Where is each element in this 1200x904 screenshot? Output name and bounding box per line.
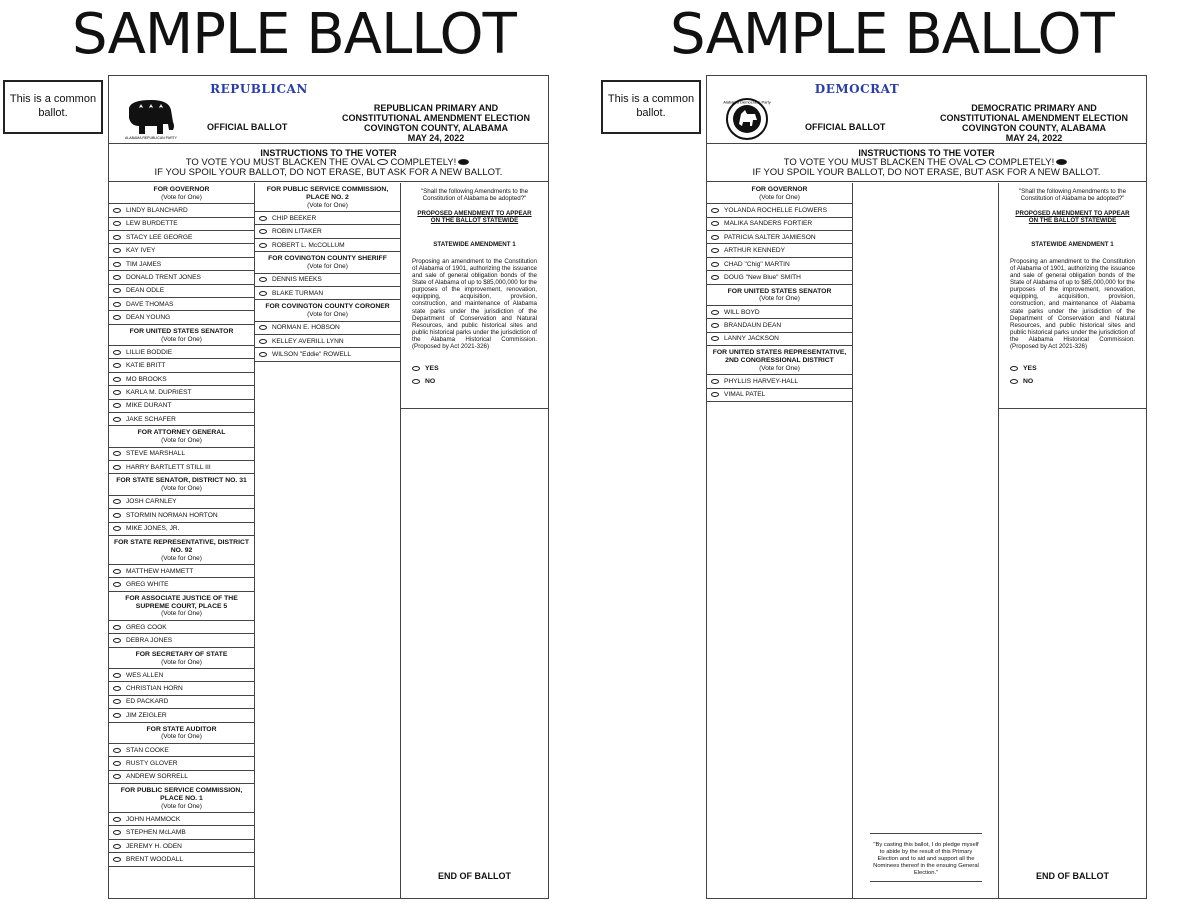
oval-icon[interactable] (113, 817, 121, 822)
candidate-name: STACY LEE GEORGE (126, 233, 193, 241)
candidate-name: LANNY JACKSON (724, 335, 779, 343)
oval-icon[interactable] (113, 569, 121, 574)
candidate-option[interactable] (707, 258, 852, 271)
oval-icon[interactable] (259, 291, 267, 296)
candidate-name: DENNIS MEEKS (272, 276, 322, 284)
candidate-option[interactable] (109, 311, 254, 324)
race-header (109, 426, 254, 447)
candidate-name: WILSON "Eddie" ROWELL (272, 351, 352, 359)
vote-instruction: (Vote for One) (161, 610, 202, 618)
candidate-option[interactable] (707, 389, 852, 402)
voter-instructions: INSTRUCTIONS TO THE VOTER TO VOTE YOU MUST BLACKEN THE OVAL COMPLETELY! IF YOU SPOIL YOUR BALLOT, DO NOT ERASE, BUT ASK FOR A NEW BALLOT. (707, 144, 1146, 182)
oval-icon[interactable] (113, 844, 121, 849)
oval-icon[interactable] (711, 323, 719, 328)
races-column-2 (853, 183, 999, 899)
race-header (109, 325, 254, 346)
oval-icon[interactable] (711, 275, 719, 280)
candidate-option[interactable] (109, 231, 254, 244)
vote-instruction: (Vote for One) (161, 658, 202, 666)
ballot-header (707, 76, 1146, 144)
oval-icon[interactable] (259, 325, 267, 330)
race-title: FOR UNITED STATES REPRESENTATIVE, 2ND CONGRESSIONAL DISTRICT (712, 349, 847, 364)
oval-icon[interactable] (711, 310, 719, 315)
oval-icon[interactable] (113, 686, 121, 691)
candidate-name: DONALD TRENT JONES (126, 273, 201, 281)
candidate-option[interactable] (109, 298, 254, 311)
candidate-option[interactable] (109, 565, 254, 578)
race-title: FOR UNITED STATES SENATOR (727, 287, 832, 295)
candidate-option[interactable] (109, 204, 254, 217)
oval-icon[interactable] (711, 336, 719, 341)
amendment-yes-option[interactable]: YES (1010, 362, 1135, 375)
oval-icon[interactable] (113, 451, 121, 456)
candidate-option[interactable] (109, 359, 254, 372)
oval-icon[interactable] (259, 229, 267, 234)
candidate-option[interactable] (109, 621, 254, 634)
candidate-name: WES ALLEN (126, 671, 164, 679)
oval-icon[interactable] (711, 392, 719, 397)
race-header (109, 648, 254, 669)
empty-oval-icon (377, 159, 388, 165)
race-header (707, 183, 852, 204)
vote-instruction: (Vote for One) (759, 193, 800, 201)
candidate-name: STORMIN NORMAN HORTON (126, 511, 218, 519)
candidate-option[interactable] (109, 757, 254, 770)
race-header (109, 723, 254, 744)
oval-icon[interactable] (711, 262, 719, 267)
candidate-name: WILL BOYD (724, 308, 760, 316)
svg-text:Alabama Democratic Party: Alabama Democratic Party (723, 99, 771, 105)
race-title: FOR COVINGTON COUNTY CORONER (265, 303, 390, 311)
vote-instruction: (Vote for One) (307, 311, 348, 319)
candidate-name: BRENT WOODALL (126, 855, 184, 863)
amendment-column (401, 183, 548, 899)
republican-ballot (108, 75, 549, 899)
oval-icon[interactable] (113, 235, 121, 240)
candidate-option[interactable] (707, 218, 852, 231)
candidate-name: ROBERT L. McCOLLUM (272, 241, 345, 249)
amendment-yes-option[interactable]: YES (412, 362, 537, 375)
democrat-ballot (706, 75, 1147, 899)
race-header (255, 300, 400, 321)
oval-icon[interactable] (113, 288, 121, 293)
oval-icon[interactable] (113, 499, 121, 504)
candidate-option[interactable] (109, 448, 254, 461)
candidate-option[interactable] (707, 333, 852, 346)
candidate-name: CHIP BEEKER (272, 214, 317, 222)
candidate-option[interactable] (109, 496, 254, 509)
oval-icon[interactable] (259, 243, 267, 248)
race-title: FOR SECRETARY OF STATE (135, 650, 228, 658)
race-header (255, 183, 400, 212)
race-title: FOR GOVERNOR (751, 186, 808, 193)
vote-instruction: (Vote for One) (307, 201, 348, 209)
candidate-name: DOUG "New Blue" SMITH (724, 273, 801, 281)
candidate-option[interactable] (109, 461, 254, 474)
candidate-option[interactable] (109, 682, 254, 695)
race-title: FOR GOVERNOR (153, 186, 210, 193)
oval-icon[interactable] (113, 363, 121, 368)
race-header (109, 784, 254, 813)
candidate-name: RUSTY GLOVER (126, 759, 178, 767)
candidate-option[interactable] (109, 386, 254, 399)
official-ballot-label: OFFICIAL BALLOT (207, 122, 288, 132)
candidate-name: KATIE BRITT (126, 362, 166, 370)
candidate-option[interactable] (109, 826, 254, 839)
vote-instruction: (Vote for One) (759, 295, 800, 303)
candidate-name: DEBRA JONES (126, 636, 173, 644)
republican-elephant-logo (123, 96, 179, 140)
race-title: FOR STATE AUDITOR (146, 725, 217, 733)
race-header (707, 346, 852, 375)
candidate-name: KARLA M. DUPRIEST (126, 388, 192, 396)
vote-instruction: (Vote for One) (161, 802, 202, 810)
voter-instructions: INSTRUCTIONS TO THE VOTER TO VOTE YOU MUST BLACKEN THE OVAL COMPLETELY! IF YOU SPOIL YOUR BALLOT, DO NOT ERASE, BUT ASK FOR A NEW BALLOT. (109, 144, 548, 182)
candidate-name: TIM JAMES (126, 260, 162, 268)
candidate-option[interactable] (255, 225, 400, 238)
vote-instruction: (Vote for One) (759, 364, 800, 372)
candidate-option[interactable] (109, 244, 254, 257)
party-name: REPUBLICAN (210, 82, 308, 96)
end-of-ballot: END OF BALLOT (438, 871, 511, 881)
common-ballot-note-left: This is a common ballot. (3, 80, 103, 134)
candidate-name: KELLEY AVERILL LYNN (272, 337, 344, 345)
candidate-name: GREG WHITE (126, 581, 169, 589)
candidate-option[interactable] (707, 244, 852, 257)
oval-icon (412, 379, 420, 384)
candidate-name: YOLANDA ROCHELLE FLOWERS (724, 206, 827, 214)
candidate-option[interactable] (255, 335, 400, 348)
candidate-name: MATTHEW HAMMETT (126, 567, 194, 575)
oval-icon[interactable] (259, 216, 267, 221)
vote-instruction: (Vote for One) (161, 193, 202, 201)
vote-instruction: (Vote for One) (161, 733, 202, 741)
election-title: REPUBLICAN PRIMARY AND CONSTITUTIONAL AMENDMENT ELECTION COVINGTON COUNTY, ALABAMA MAY 24, 2022 (342, 103, 530, 143)
candidate-name: JOSH CARNLEY (126, 498, 177, 506)
oval-icon[interactable] (711, 221, 719, 226)
official-ballot-label: OFFICIAL BALLOT (805, 122, 886, 132)
candidate-option[interactable] (109, 853, 254, 866)
candidate-name: STAN COOKE (126, 746, 169, 754)
candidate-option[interactable] (109, 523, 254, 536)
filled-oval-icon (1056, 159, 1067, 165)
oval-icon[interactable] (113, 638, 121, 643)
oval-icon[interactable] (113, 748, 121, 753)
candidate-option[interactable] (707, 319, 852, 332)
candidate-option[interactable] (255, 348, 400, 361)
filled-oval-icon (458, 159, 469, 165)
end-of-ballot: END OF BALLOT (1036, 871, 1109, 881)
candidate-name: LINDY BLANCHARD (126, 206, 188, 214)
oval-icon[interactable] (113, 699, 121, 704)
candidate-name: GREG COOK (126, 623, 167, 631)
candidate-name: KAY IVEY (126, 247, 156, 255)
candidate-option[interactable] (109, 400, 254, 413)
candidate-option[interactable] (109, 285, 254, 298)
vote-instruction: (Vote for One) (307, 263, 348, 271)
race-title: FOR STATE REPRESENTATIVE, DISTRICT NO. 92 (113, 538, 250, 554)
oval-icon[interactable] (113, 377, 121, 382)
candidate-name: ED PACKARD (126, 698, 169, 706)
svg-text:ALABAMA REPUBLICAN PARTY: ALABAMA REPUBLICAN PARTY (125, 136, 177, 140)
candidate-name: NORMAN E. HOBSON (272, 324, 340, 332)
race-title: FOR PUBLIC SERVICE COMMISSION, PLACE NO. 2 (266, 186, 389, 201)
empty-oval-icon (975, 159, 986, 165)
race-header (109, 592, 254, 621)
candidate-name: PATRICIA SALTER JAMIESON (724, 233, 816, 241)
candidate-option[interactable] (109, 669, 254, 682)
races-column-1 (109, 183, 255, 899)
race-title: FOR PUBLIC SERVICE COMMISSION, PLACE NO. 1 (120, 786, 243, 802)
candidate-name: LEW BURDETTE (126, 220, 178, 228)
oval-icon[interactable] (113, 208, 121, 213)
candidate-name: JOHN HAMMOCK (126, 815, 181, 823)
candidate-option[interactable] (109, 413, 254, 426)
ballot-header (109, 76, 548, 144)
oval-icon[interactable] (113, 417, 121, 422)
candidate-option[interactable] (109, 271, 254, 284)
candidate-name: MO BROOKS (126, 375, 167, 383)
candidate-name: STEPHEN McLAMB (126, 829, 186, 837)
race-title: FOR UNITED STATES SENATOR (129, 327, 234, 335)
oval-icon[interactable] (711, 208, 719, 213)
oval-icon[interactable] (113, 625, 121, 630)
candidate-option[interactable] (707, 375, 852, 388)
candidate-name: VIMAL PATEL (724, 391, 766, 399)
common-ballot-note-right: This is a common ballot. (601, 80, 701, 134)
race-header (255, 252, 400, 273)
vote-instruction: (Vote for One) (161, 554, 202, 562)
candidate-option[interactable] (109, 258, 254, 271)
candidate-name: STEVE MARSHALL (126, 450, 185, 458)
candidate-option[interactable] (109, 709, 254, 722)
candidate-name: PHYLLIS HARVEY-HALL (724, 377, 799, 385)
candidate-name: BLAKE TURMAN (272, 289, 324, 297)
oval-icon[interactable] (113, 673, 121, 678)
vote-instruction: (Vote for One) (161, 437, 202, 445)
candidate-name: MIKE JONES, JR. (126, 525, 180, 533)
oval-icon[interactable] (711, 379, 719, 384)
candidate-name: JIM ZEIGLER (126, 711, 167, 719)
sample-ballot-title-left: SAMPLE BALLOT (72, 2, 516, 67)
oval-icon[interactable] (711, 248, 719, 253)
candidate-name: ARTHUR KENNEDY (724, 247, 786, 255)
candidate-option[interactable] (255, 274, 400, 287)
oval-icon (412, 366, 420, 371)
party-name: DEMOCRAT (814, 82, 900, 96)
candidate-option[interactable] (109, 634, 254, 647)
candidate-name: JAKE SCHAFER (126, 415, 176, 423)
oval-icon[interactable] (113, 350, 121, 355)
candidate-name: BRANDAUN DEAN (724, 321, 782, 329)
candidate-name: HARRY BARTLETT STILL III (126, 463, 211, 471)
candidate-option[interactable] (109, 813, 254, 826)
candidate-option[interactable] (255, 212, 400, 225)
candidate-name: DEAN YOUNG (126, 314, 171, 322)
oval-icon[interactable] (113, 221, 121, 226)
oval-icon[interactable] (259, 277, 267, 282)
race-title: FOR COVINGTON COUNTY SHERIFF (268, 255, 387, 263)
oval-icon[interactable] (113, 830, 121, 835)
candidate-name: DEAN ODLE (126, 287, 165, 295)
oval-icon (1010, 379, 1018, 384)
candidate-option[interactable] (255, 239, 400, 252)
vote-instruction: (Vote for One) (161, 335, 202, 343)
candidate-name: ROBIN LITAKER (272, 228, 322, 236)
amendment-no-option[interactable]: NO (412, 375, 537, 388)
amendment-block: "Shall the following Amendments to the Constitution of Alabama be adopted?" PROPOSED AMENDMENT TO APPEAR ON THE BALLOT STATEWIDE STATEWIDE AMENDMENT 1 Proposing an amendment to the Constitution of Alabama of 1901, authorizing the issuance and sale of general obligation bonds of the State of Alabama of up to $85,000,000 for the purposes of the improvement, renovation, equipping, acquisition, provision, construction, and maintenance of Alabama state parks under the jurisdiction of the Department of Conservation and Natural Resources, and public historical sites and public historical parks under the jurisdiction of the Alabama Historical Commission. (Proposed by Act 2021-326) YES NO (999, 183, 1146, 409)
candidate-option[interactable] (707, 306, 852, 319)
candidate-name: LILLIE BODDIE (126, 348, 173, 356)
oval-icon[interactable] (113, 774, 121, 779)
amendment-block: "Shall the following Amendments to the Constitution of Alabama be adopted?" PROPOSED AMENDMENT TO APPEAR ON THE BALLOT STATEWIDE STATEWIDE AMENDMENT 1 Proposing an amendment to the Constitution of Alabama of 1901, authorizing the issuance and sale of general obligation bonds of the State of Alabama of up to $85,000,000 for the purposes of the improvement, renovation, equipping, acquisition, provision, construction, and maintenance of Alabama state parks under the jurisdiction of the Department of Conservation and Natural Resources, and public historical sites and public historical parks under the jurisdiction of the Alabama Historical Commission. (Proposed by Act 2021-326) YES NO (401, 183, 548, 409)
race-header (109, 183, 254, 204)
oval-icon[interactable] (113, 526, 121, 531)
candidate-option[interactable] (109, 696, 254, 709)
oval-icon[interactable] (113, 275, 121, 280)
candidate-name: CHAD "Chig" MARTIN (724, 260, 790, 268)
candidate-option[interactable] (707, 204, 852, 217)
candidate-option[interactable] (109, 771, 254, 784)
candidate-option[interactable] (109, 373, 254, 386)
vote-instruction: (Vote for One) (161, 485, 202, 493)
oval-icon[interactable] (113, 513, 121, 518)
candidate-name: DAVE THOMAS (126, 300, 174, 308)
oval-icon[interactable] (113, 857, 121, 862)
races-column-1 (707, 183, 853, 899)
race-title: FOR ASSOCIATE JUSTICE OF THE SUPREME COURT, PLACE 5 (125, 594, 238, 610)
race-title: FOR ATTORNEY GENERAL (137, 429, 226, 437)
oval-icon[interactable] (113, 315, 121, 320)
candidate-option[interactable] (109, 218, 254, 231)
democratic-donkey-seal-logo (721, 96, 777, 140)
candidate-name: JEREMY H. ODEN (126, 842, 182, 850)
candidate-option[interactable] (255, 322, 400, 335)
candidate-option[interactable] (109, 840, 254, 853)
oval-icon[interactable] (113, 262, 121, 267)
candidate-name: MALIKA SANDERS FORTIER (724, 220, 813, 228)
candidate-name: CHRISTIAN HORN (126, 685, 183, 693)
pledge-text: "By casting this ballot, I do pledge myself to abide by the result of this Primary Election and to aid and support all the Nominees thereof in the ensuing General Election." (870, 833, 982, 882)
oval-icon[interactable] (113, 761, 121, 766)
amendment-column (999, 183, 1146, 899)
oval-icon (1010, 366, 1018, 371)
sample-ballot-title-right: SAMPLE BALLOT (670, 2, 1114, 67)
amendment-no-option[interactable]: NO (1010, 375, 1135, 388)
candidate-name: MIKE DURANT (126, 402, 172, 410)
candidate-option[interactable] (109, 744, 254, 757)
candidate-option[interactable] (707, 231, 852, 244)
candidate-option[interactable] (255, 287, 400, 300)
oval-icon[interactable] (113, 582, 121, 587)
race-header (109, 474, 254, 495)
oval-icon[interactable] (259, 352, 267, 357)
races-column-2 (255, 183, 401, 899)
candidate-option[interactable] (707, 271, 852, 284)
candidate-option[interactable] (109, 509, 254, 522)
oval-icon[interactable] (113, 465, 121, 470)
election-title: DEMOCRATIC PRIMARY AND CONSTITUTIONAL AMENDMENT ELECTION COVINGTON COUNTY, ALABAMA MAY 24, 2022 (940, 103, 1128, 143)
race-header (109, 536, 254, 565)
candidate-name: ANDREW SORRELL (126, 773, 188, 781)
race-title: FOR STATE SENATOR, DISTRICT NO. 31 (116, 477, 247, 485)
oval-icon[interactable] (113, 713, 121, 718)
oval-icon[interactable] (113, 403, 121, 408)
candidate-option[interactable] (109, 346, 254, 359)
oval-icon[interactable] (113, 248, 121, 253)
oval-icon[interactable] (113, 390, 121, 395)
oval-icon[interactable] (711, 235, 719, 240)
oval-icon[interactable] (259, 339, 267, 344)
candidate-option[interactable] (109, 578, 254, 591)
race-header (707, 285, 852, 306)
oval-icon[interactable] (113, 302, 121, 307)
